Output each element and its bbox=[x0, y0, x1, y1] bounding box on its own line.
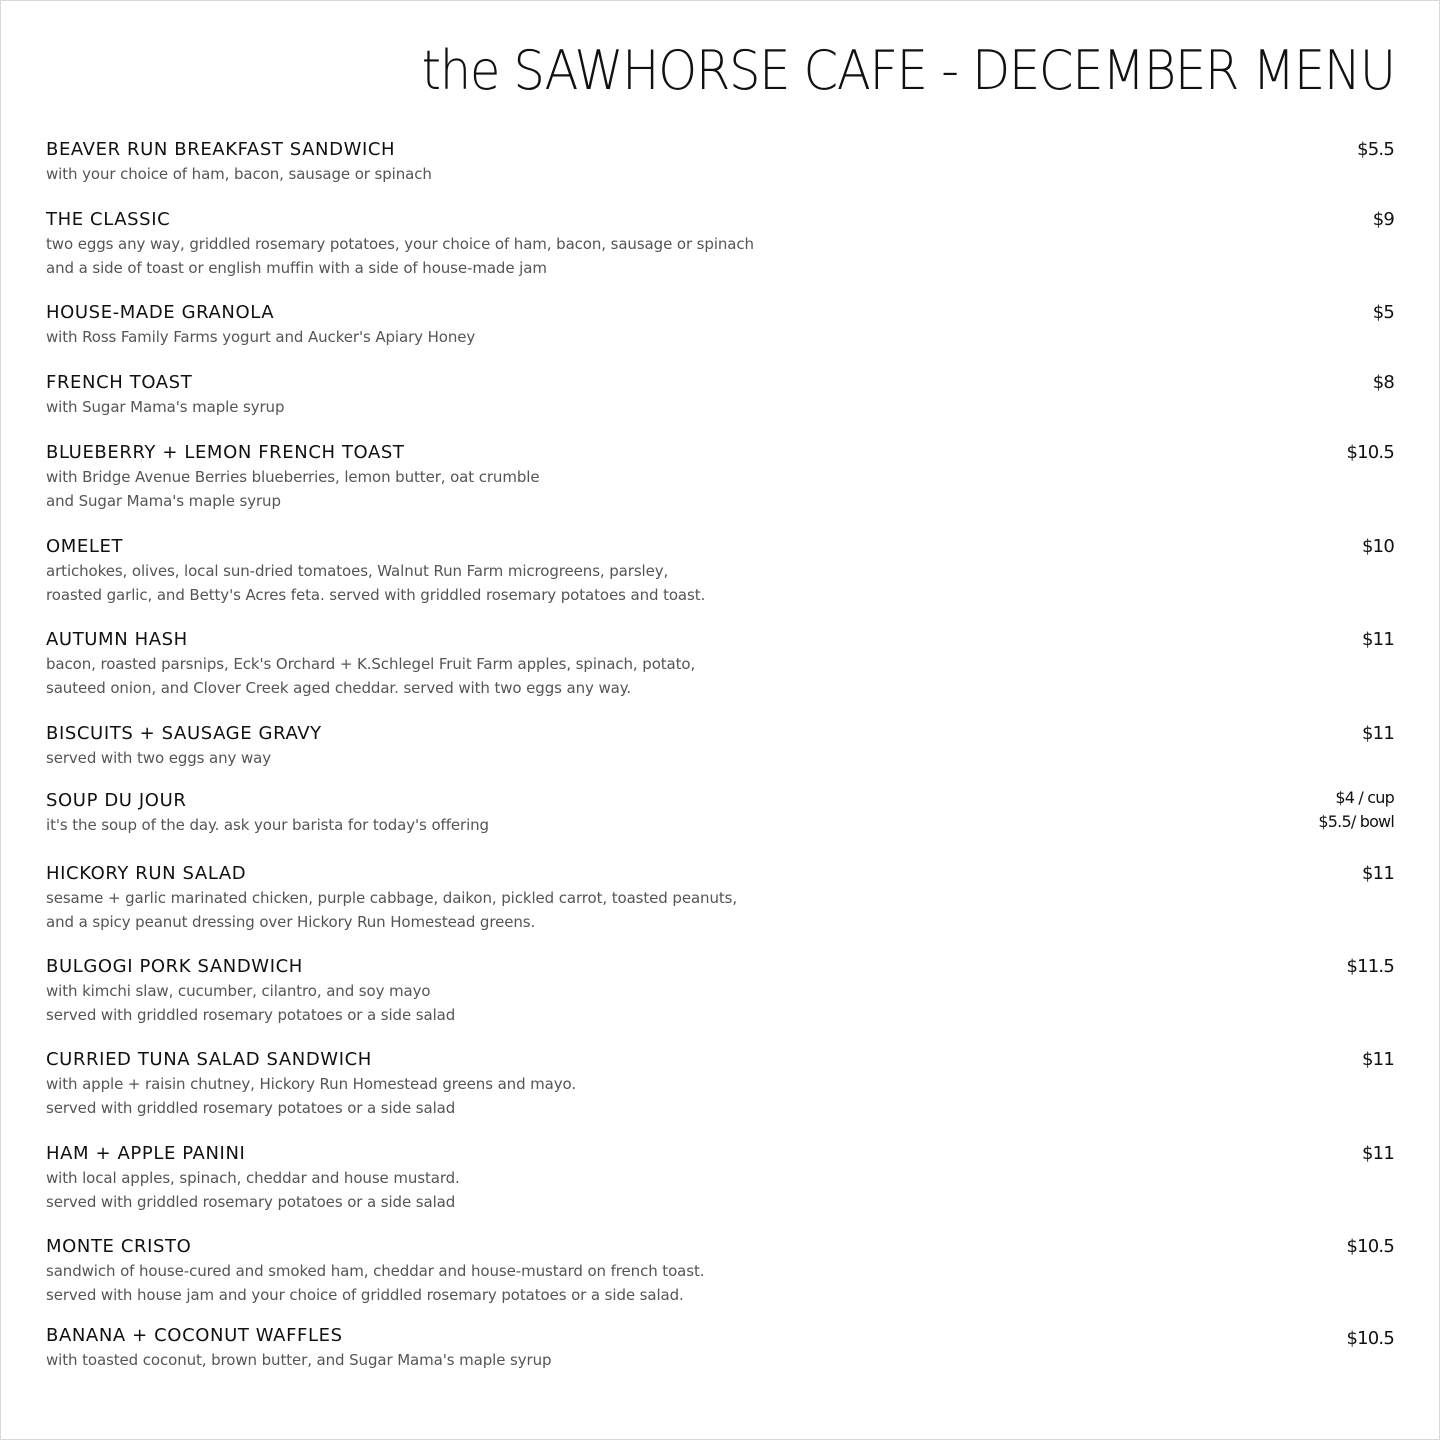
item-name: BISCUITS + SAUSAGE GRAVY bbox=[46, 723, 322, 744]
item-description: with Sugar Mama's maple syrup bbox=[46, 398, 285, 416]
item-price: $5 bbox=[1372, 302, 1394, 323]
menu-item bbox=[46, 371, 1394, 419]
menu-item bbox=[46, 862, 1394, 934]
item-name: HOUSE-MADE GRANOLA bbox=[46, 302, 275, 323]
item-description: it's the soup of the day. ask your barista for today's offering bbox=[46, 816, 489, 834]
item-description: sesame + garlic marinated chicken, purple cabbage, daikon, pickled carrot, toasted peanuts, bbox=[46, 889, 738, 907]
menu-item bbox=[46, 1324, 1394, 1372]
item-description: with local apples, spinach, cheddar and house mustard. bbox=[46, 1169, 460, 1187]
item-name: BEAVER RUN BREAKFAST SANDWICH bbox=[46, 139, 396, 160]
item-description: with Ross Family Farms yogurt and Aucker's Apiary Honey bbox=[46, 328, 476, 346]
item-price: $11 bbox=[1362, 863, 1394, 884]
item-description: with kimchi slaw, cucumber, cilantro, and soy mayo bbox=[46, 982, 431, 1000]
menu-item bbox=[46, 535, 1394, 607]
menu-item bbox=[46, 789, 1394, 837]
item-description: served with griddled rosemary potatoes or a side salad bbox=[46, 1006, 456, 1024]
item-price bbox=[1318, 786, 1394, 834]
item-price: $10.5 bbox=[1346, 1236, 1394, 1257]
item-name: HICKORY RUN SALAD bbox=[46, 863, 247, 884]
item-description: served with griddled rosemary potatoes or a side salad bbox=[46, 1099, 456, 1117]
menu-item bbox=[46, 955, 1394, 1027]
price-bowl: $5.5/ bowl bbox=[1318, 812, 1394, 831]
item-price: $10.5 bbox=[1346, 442, 1394, 463]
menu-item bbox=[46, 301, 1394, 349]
item-price: $5.5 bbox=[1357, 139, 1394, 160]
item-description: sauteed onion, and Clover Creek aged cheddar. served with two eggs any way. bbox=[46, 679, 632, 697]
item-name: BULGOGI PORK SANDWICH bbox=[46, 956, 303, 977]
item-price: $10 bbox=[1362, 536, 1394, 557]
item-description: bacon, roasted parsnips, Eck's Orchard + K.Schlegel Fruit Farm apples, spinach, potato, bbox=[46, 655, 696, 673]
menu-item bbox=[46, 722, 1394, 770]
item-description: roasted garlic, and Betty's Acres feta. served with griddled rosemary potatoes and toast. bbox=[46, 586, 706, 604]
price-cup: $4 / cup bbox=[1335, 788, 1394, 807]
item-name: THE CLASSIC bbox=[46, 209, 171, 230]
item-description: and a spicy peanut dressing over Hickory Run Homestead greens. bbox=[46, 913, 536, 931]
item-price: $8 bbox=[1372, 372, 1394, 393]
item-name: BLUEBERRY + LEMON FRENCH TOAST bbox=[46, 442, 405, 463]
item-description: and a side of toast or english muffin with a side of house-made jam bbox=[46, 259, 547, 277]
menu-item bbox=[46, 1235, 1394, 1307]
menu-item bbox=[46, 138, 1394, 186]
item-price: $11.5 bbox=[1346, 956, 1394, 977]
menu-item bbox=[46, 441, 1394, 513]
menu-item bbox=[46, 1048, 1394, 1120]
item-description: artichokes, olives, local sun-dried tomatoes, Walnut Run Farm microgreens, parsley, bbox=[46, 562, 669, 580]
menu-item bbox=[46, 628, 1394, 700]
page-title: the SAWHORSE CAFE - DECEMBER MENU bbox=[421, 39, 1395, 102]
item-price: $10.5 bbox=[1346, 1328, 1394, 1349]
item-description: served with griddled rosemary potatoes or a side salad bbox=[46, 1193, 456, 1211]
menu-item bbox=[46, 1142, 1394, 1214]
item-description: with apple + raisin chutney, Hickory Run Homestead greens and mayo. bbox=[46, 1075, 577, 1093]
item-name: OMELET bbox=[46, 536, 124, 557]
item-price: $11 bbox=[1362, 629, 1394, 650]
item-price: $11 bbox=[1362, 1143, 1394, 1164]
item-description: sandwich of house-cured and smoked ham, cheddar and house-mustard on french toast. bbox=[46, 1262, 705, 1280]
item-name: FRENCH TOAST bbox=[46, 372, 193, 393]
item-price: $11 bbox=[1362, 723, 1394, 744]
item-description: served with house jam and your choice of griddled rosemary potatoes or a side salad. bbox=[46, 1286, 684, 1304]
item-name: SOUP DU JOUR bbox=[46, 790, 187, 811]
item-name: HAM + APPLE PANINI bbox=[46, 1143, 246, 1164]
menu-item bbox=[46, 208, 1394, 280]
item-description: with your choice of ham, bacon, sausage or spinach bbox=[46, 165, 432, 183]
item-price: $11 bbox=[1362, 1049, 1394, 1070]
item-description: served with two eggs any way bbox=[46, 749, 272, 767]
item-price: $9 bbox=[1372, 209, 1394, 230]
item-description: with Bridge Avenue Berries blueberries, lemon butter, oat crumble bbox=[46, 468, 540, 486]
item-name: AUTUMN HASH bbox=[46, 629, 188, 650]
item-name: MONTE CRISTO bbox=[46, 1236, 192, 1257]
item-name: CURRIED TUNA SALAD SANDWICH bbox=[46, 1049, 372, 1070]
item-description: two eggs any way, griddled rosemary potatoes, your choice of ham, bacon, sausage or spinach bbox=[46, 235, 754, 253]
item-name: BANANA + COCONUT WAFFLES bbox=[46, 1325, 343, 1346]
item-description: with toasted coconut, brown butter, and Sugar Mama's maple syrup bbox=[46, 1351, 552, 1369]
item-description: and Sugar Mama's maple syrup bbox=[46, 492, 281, 510]
